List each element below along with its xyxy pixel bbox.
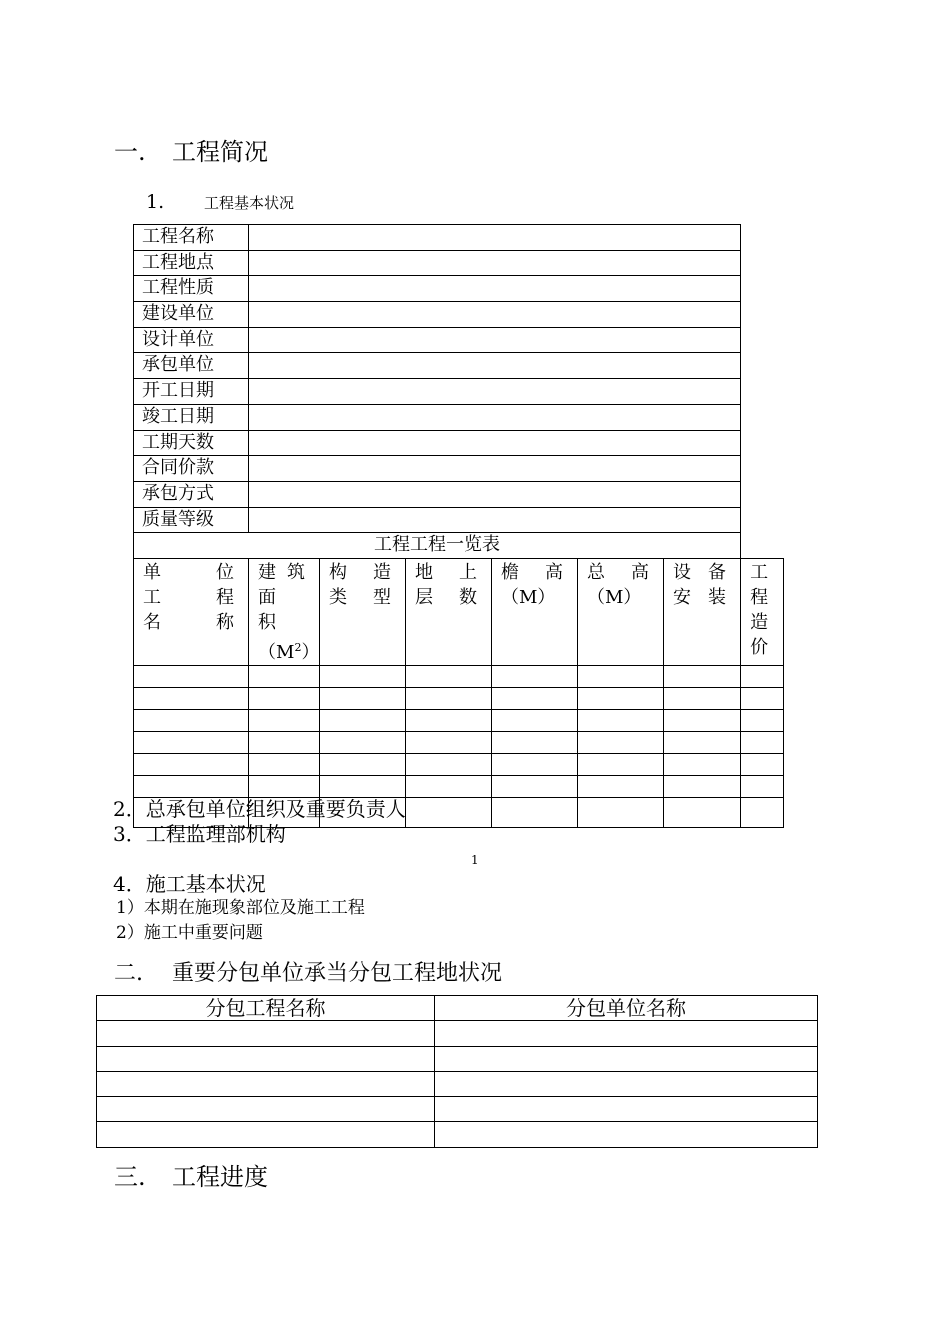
info-value[interactable] [249,250,741,276]
info-row [134,353,784,379]
header-line: 构造 [329,561,391,583]
table-cell[interactable] [249,753,320,775]
table-cell[interactable] [578,709,664,731]
table-cell[interactable] [406,709,492,731]
item-3: 3．工程监理部机构 [113,822,286,846]
header-line: 工程 [143,586,234,608]
table-cell[interactable] [435,1021,818,1046]
info-value[interactable] [249,430,741,456]
table-row [134,665,784,687]
header-line: 设备 [673,561,727,583]
table-row [97,1021,818,1046]
unit-superscript: 2 [294,640,302,654]
table-cell[interactable] [741,775,784,797]
overview-header-cell [406,558,492,665]
table-row [134,753,784,775]
item-4: 4．施工基本状况 [113,872,266,896]
table-cell[interactable] [492,797,578,827]
table-row [134,731,784,753]
unit-text: （M [258,641,295,663]
table-cell[interactable] [134,709,249,731]
info-value[interactable] [249,353,741,379]
header-line: 安装 [673,586,727,608]
table-cell[interactable] [435,1071,818,1096]
info-value[interactable] [249,327,741,353]
info-label: 工程地点 [134,250,249,276]
section-number: 二. [114,961,143,986]
table-cell[interactable] [664,709,741,731]
info-row [134,404,784,430]
info-label: 竣工日期 [134,404,249,430]
table-row [97,1046,818,1071]
table-cell[interactable] [741,731,784,753]
table-cell[interactable] [435,1046,818,1071]
table-cell[interactable] [134,775,249,797]
table-cell[interactable] [492,709,578,731]
info-label: 开工日期 [134,379,249,405]
info-value[interactable] [249,276,741,302]
unit-text-end: ） [301,641,320,663]
table-cell[interactable] [578,731,664,753]
table-cell[interactable] [406,687,492,709]
table-cell[interactable] [406,775,492,797]
table-row [134,687,784,709]
table-cell[interactable] [97,1021,435,1046]
table-cell[interactable] [406,753,492,775]
table-cell[interactable] [741,709,784,731]
info-label: 工期天数 [134,430,249,456]
header-line: 名称 [143,611,234,633]
info-label: 承包方式 [134,481,249,507]
header-line: 单位 [143,561,234,583]
table-cell[interactable] [249,665,320,687]
table-cell[interactable] [134,753,249,775]
table-cell[interactable] [578,687,664,709]
info-value[interactable] [249,302,741,328]
overview-header-cell [664,558,741,665]
table-cell[interactable] [406,731,492,753]
info-row [134,507,784,533]
table-cell[interactable] [664,687,741,709]
header-line: 建筑面 [258,561,305,608]
table-row [97,1071,818,1096]
section-heading-1 [114,138,268,166]
info-row [134,456,784,482]
overview-header-cell [741,558,784,665]
info-label: 建设单位 [134,302,249,328]
header-line: 总高 [587,561,649,583]
info-row [134,302,784,328]
overview-header-cell [492,558,578,665]
table-cell[interactable] [664,797,741,827]
table-cell[interactable] [741,687,784,709]
item-4-1: 1）本期在施现象部位及施工工程 [116,898,365,918]
table-cell[interactable] [249,687,320,709]
overview-header-cell [578,558,664,665]
overview-caption: 工程工程一览表 [134,533,741,559]
table-cell[interactable] [578,665,664,687]
section-heading-2 [114,960,502,988]
info-value[interactable] [249,456,741,482]
table-cell[interactable] [492,753,578,775]
table-cell[interactable] [492,731,578,753]
table-row [134,709,784,731]
subsection-title: 工程基本状况 [204,194,295,212]
table-cell[interactable] [741,665,784,687]
subsection-number: 1. [146,191,165,213]
item-4-2: 2）施工中重要问题 [116,923,263,943]
header-line: 檐高 [501,561,563,583]
table-cell[interactable] [97,1046,435,1071]
header-line: 地上 [415,561,477,583]
table-cell[interactable] [320,665,406,687]
table-cell[interactable] [664,731,741,753]
section-number: 三. [114,1163,146,1191]
table-row [97,1097,818,1122]
table-cell[interactable] [578,753,664,775]
overview-header-cell [320,558,406,665]
table-cell[interactable] [97,1122,435,1147]
header-line: 积 [258,611,276,633]
table-cell[interactable] [741,797,784,827]
table-header-row [97,996,818,1021]
info-label: 质量等级 [134,507,249,533]
section-title: 工程简况 [172,138,268,166]
overview-caption-row [134,533,784,559]
page-number: 1 [471,853,479,867]
header-unit [258,635,319,665]
overview-header-row [134,558,784,665]
header-line: （M） [501,586,556,608]
table-cell[interactable] [249,775,320,797]
table-cell[interactable] [435,1097,818,1122]
header-line: （M） [587,586,642,608]
header-line: 工程 [750,561,769,608]
item-2: 2．总承包单位组织及重要负责人 [113,797,406,821]
table-row [97,1122,818,1147]
table-cell[interactable] [406,665,492,687]
table-cell[interactable] [320,709,406,731]
info-value[interactable] [249,379,741,405]
table-cell[interactable] [97,1071,435,1096]
info-row [134,430,784,456]
info-value[interactable] [249,481,741,507]
table-cell[interactable] [134,731,249,753]
info-value[interactable] [249,507,741,533]
info-row [134,379,784,405]
header-line: 类型 [329,586,391,608]
table-cell[interactable] [97,1097,435,1122]
table-cell[interactable] [249,731,320,753]
table-cell[interactable] [492,775,578,797]
header-line: 层数 [415,586,477,608]
table-cell[interactable] [664,753,741,775]
table-cell[interactable] [249,709,320,731]
info-label: 工程名称 [134,225,249,251]
table-cell[interactable] [320,731,406,753]
info-label: 承包单位 [134,353,249,379]
table-cell[interactable] [578,797,664,827]
section-number: 一. [114,138,146,166]
overview-header-cell [134,558,249,665]
info-label: 工程性质 [134,276,249,302]
table-cell[interactable] [320,687,406,709]
table-cell[interactable] [578,775,664,797]
info-value[interactable] [249,225,741,251]
table-cell[interactable] [741,753,784,775]
table-cell[interactable] [134,665,249,687]
table-cell[interactable] [406,797,492,827]
section-heading-3 [114,1163,268,1191]
header-subcontract-project: 分包工程名称 [97,996,435,1021]
table-cell[interactable] [492,665,578,687]
info-label: 设计单位 [134,327,249,353]
subsection-heading-1 [146,191,294,214]
info-row [134,481,784,507]
table-cell[interactable] [664,665,741,687]
table-cell[interactable] [320,753,406,775]
info-row [134,276,784,302]
info-label: 合同价款 [134,456,249,482]
section-title: 重要分包单位承当分包工程地状况 [172,961,503,986]
subcontract-table [96,995,818,1148]
section-title: 工程进度 [172,1163,268,1191]
info-value[interactable] [249,404,741,430]
header-line: 造价 [750,611,769,658]
header-subcontract-unit: 分包单位名称 [435,996,818,1021]
overview-header-cell [249,558,320,665]
table-cell[interactable] [492,687,578,709]
project-info-table [133,224,784,828]
table-cell[interactable] [320,775,406,797]
table-row [134,775,784,797]
info-row [134,225,784,251]
table-cell[interactable] [664,775,741,797]
table-cell[interactable] [435,1122,818,1147]
info-row [134,327,784,353]
info-row [134,250,784,276]
table-cell[interactable] [134,687,249,709]
